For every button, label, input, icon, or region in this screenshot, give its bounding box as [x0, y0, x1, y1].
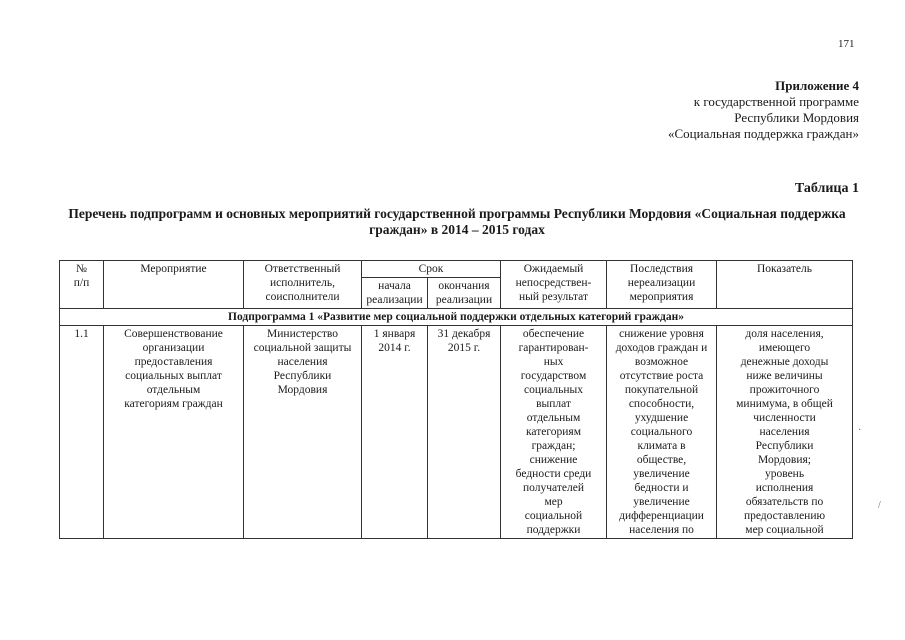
- scan-mark: /: [878, 500, 881, 511]
- row-responsible: Министерство социальной защиты населения Республики Мордовия: [244, 326, 362, 539]
- appendix-line-2: Республики Мордовия: [734, 110, 859, 125]
- row-event: Совершенствование организации предоставления социальных выплат отдельным категориям граждан: [104, 326, 244, 539]
- table-row: [60, 326, 853, 539]
- row-expected: обеспечение гарантирован- ных государством социальных выплат отдельным категориям граждан; снижение бедности среди получателей мер социальной поддержки: [501, 326, 607, 539]
- appendix-title: Приложение 4: [775, 78, 859, 93]
- scan-mark: ·: [858, 425, 862, 436]
- appendix-line-3: «Социальная поддержка граждан»: [668, 126, 859, 141]
- table-label: Таблица 1: [794, 181, 859, 196]
- subprogram-heading: Подпрограмма 1 «Развитие мер социальной поддержки отдельных категорий граждан»: [60, 309, 853, 326]
- row-start: 1 января 2014 г.: [362, 326, 428, 539]
- header-end: окончания реализации: [428, 278, 501, 309]
- row-consequences: снижение уровня доходов граждан и возможное отсутствие роста покупательной способности, ухудшение социального климата в обществе, увеличение бедности и увеличение дифференциации населения по: [607, 326, 717, 539]
- row-indicator: доля населения, имеющего денежные доходы ниже величины прожиточного минимума, в общей численности населения Республики Мордовия; уровень исполнения обязательств по предоставлению мер социальной: [717, 326, 853, 539]
- row-end: 31 декабря 2015 г.: [428, 326, 501, 539]
- header-event: Мероприятие: [104, 261, 244, 309]
- header-consequences: Последствия нереализации мероприятия: [607, 261, 717, 309]
- header-num: № п/п: [60, 261, 104, 309]
- header-indicator: Показатель: [717, 261, 853, 309]
- row-num: 1.1: [60, 326, 104, 539]
- header-start: начала реализации: [362, 278, 428, 309]
- page-number: 171: [838, 38, 855, 50]
- header-expected: Ожидаемый непосредствен- ный результат: [501, 261, 607, 309]
- header-term: Срок: [362, 261, 501, 278]
- header-responsible: Ответственный исполнитель, соисполнители: [244, 261, 362, 309]
- document-title: Перечень подпрограмм и основных мероприятий государственной программы Республики Мордовия «Социальная поддержка граждан» в 2014 – 2015 годах: [68, 206, 846, 237]
- appendix-block: [668, 78, 859, 142]
- events-table: [59, 260, 853, 539]
- appendix-line-1: к государственной программе: [693, 94, 859, 109]
